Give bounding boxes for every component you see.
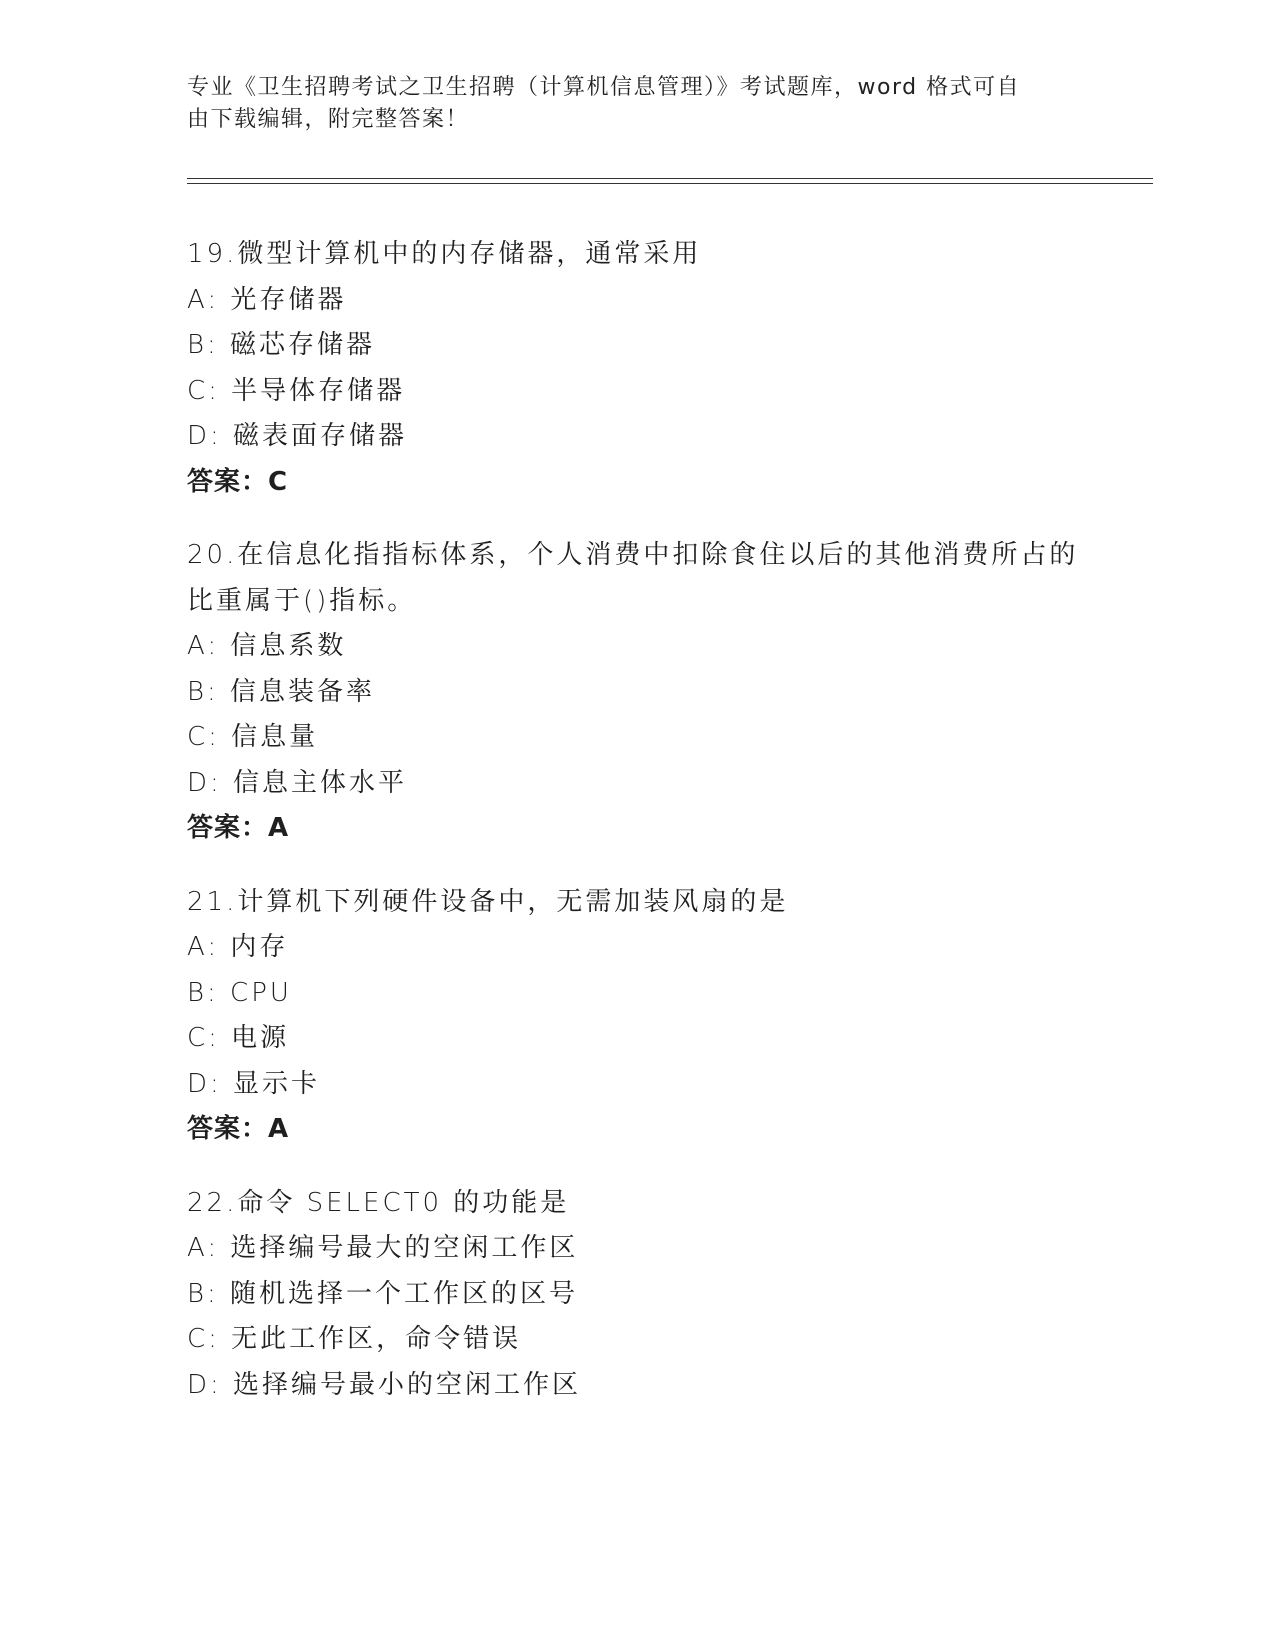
question-list bbox=[187, 232, 1087, 1436]
option-d: D: 显示卡 bbox=[187, 1068, 321, 1099]
option-b: B: 随机选择一个工作区的区号 bbox=[187, 1278, 579, 1309]
option-b: B: CPU bbox=[187, 977, 292, 1008]
question-19 bbox=[187, 232, 1087, 505]
question-21 bbox=[187, 880, 1087, 1153]
option-a: A: 光存储器 bbox=[187, 284, 347, 315]
question-stem: 22.命令 SELECT0 的功能是 bbox=[187, 1187, 570, 1218]
option-c: C: 无此工作区，命令错误 bbox=[187, 1324, 522, 1354]
question-stem: 20.在信息化指指标体系，个人消费中扣除食住以后的其他消费所占的 比重属于()指标。 bbox=[187, 540, 1079, 616]
question-stem: 21.计算机下列硬件设备中，无需加装风扇的是 bbox=[187, 886, 789, 917]
question-stem: 19.微型计算机中的内存储器，通常采用 bbox=[187, 239, 702, 269]
header-divider-top bbox=[187, 178, 1153, 179]
option-b: B: 信息装备率 bbox=[187, 676, 376, 707]
option-c: C: 电源 bbox=[187, 1023, 290, 1053]
option-c: C: 半导体存储器 bbox=[187, 375, 406, 406]
header-divider-bottom bbox=[187, 183, 1153, 184]
option-a: A: 信息系数 bbox=[187, 631, 347, 661]
answer-label: 答案：A bbox=[187, 1114, 290, 1144]
document-intro: 专业《卫生招聘考试之卫生招聘（计算机信息管理）》考试题库，word 格式可自 由下载编辑，附完整答案！ bbox=[187, 75, 1021, 132]
option-d: D: 磁表面存储器 bbox=[187, 421, 408, 451]
option-a: A: 选择编号最大的空闲工作区 bbox=[187, 1233, 579, 1263]
option-a: A: 内存 bbox=[187, 932, 289, 962]
answer-label: 答案：C bbox=[187, 466, 289, 497]
question-22 bbox=[187, 1181, 1087, 1409]
question-20 bbox=[187, 533, 1087, 852]
answer-label: 答案：A bbox=[187, 813, 290, 843]
option-d: D: 选择编号最小的空闲工作区 bbox=[187, 1369, 582, 1400]
option-d: D: 信息主体水平 bbox=[187, 767, 408, 798]
option-c: C: 信息量 bbox=[187, 722, 319, 752]
option-b: B: 磁芯存储器 bbox=[187, 330, 376, 360]
